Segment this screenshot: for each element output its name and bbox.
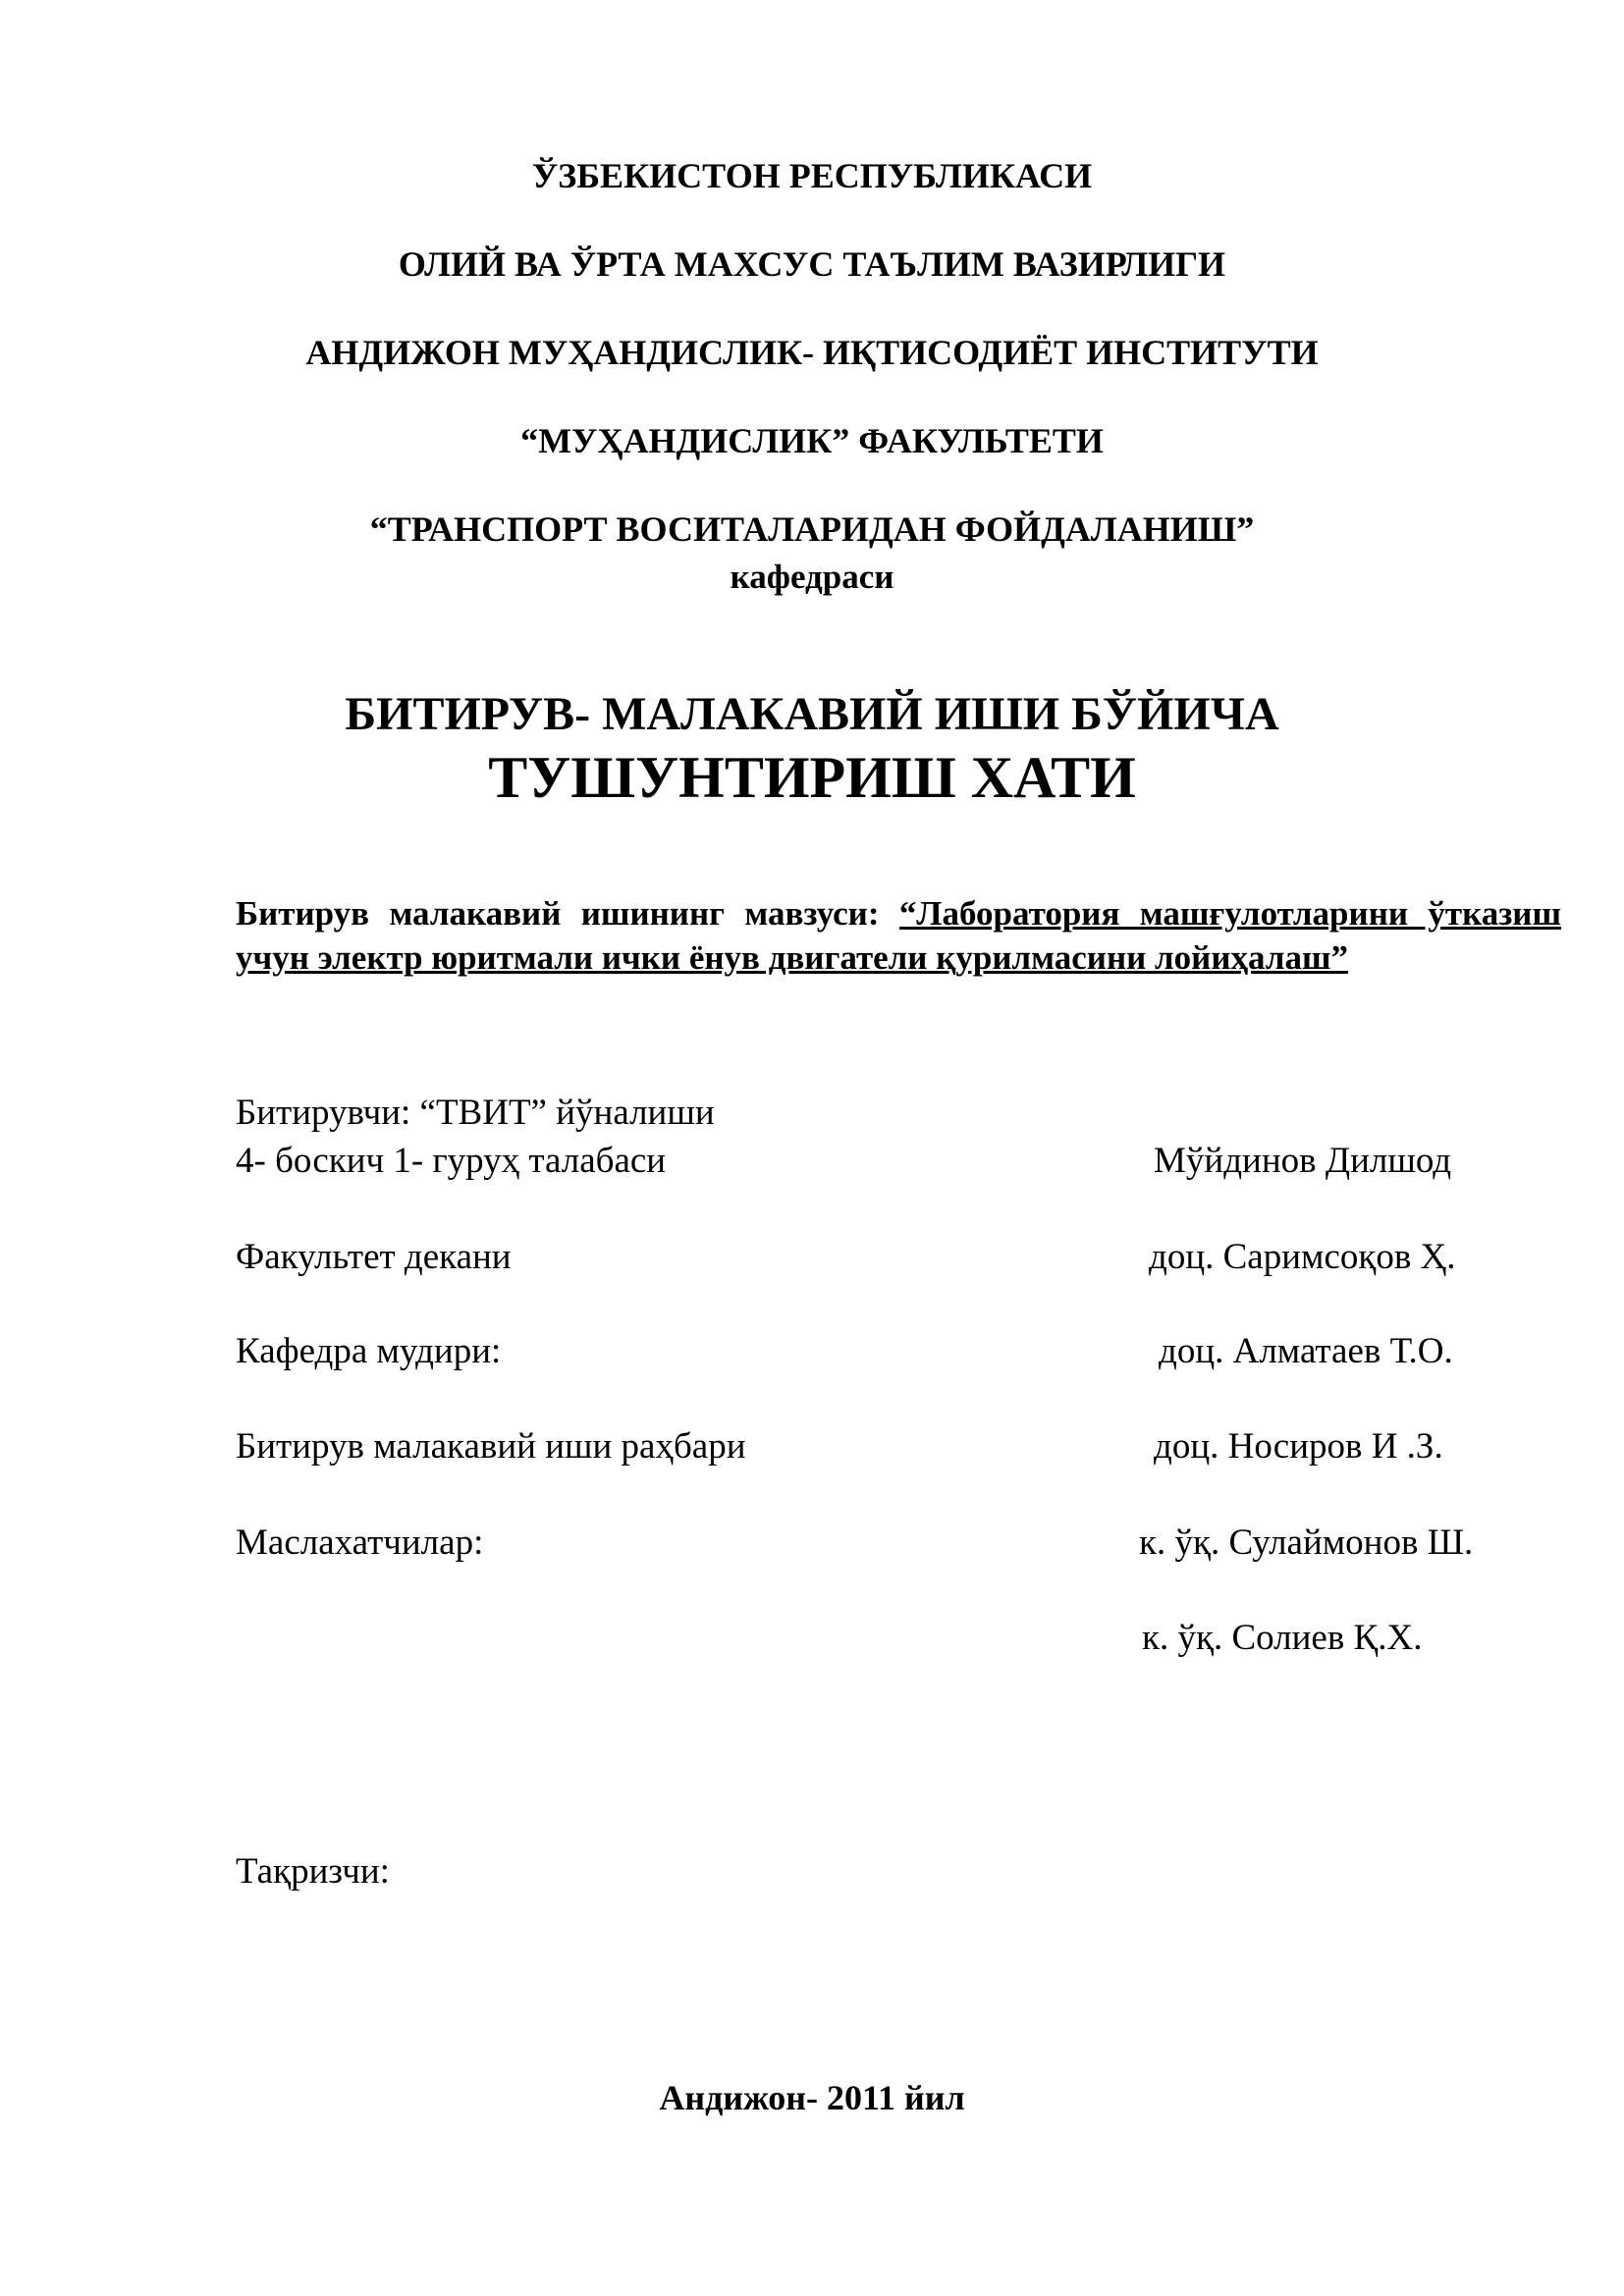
dean-name: доц. Саримсоқов Ҳ.	[1149, 1237, 1456, 1277]
student-name: Мўйдинов Дилшод	[1154, 1141, 1452, 1181]
department-heading: “ТРАНСПОРТ ВОСИТАЛАРИДАН ФОЙДАЛАНИШ”	[369, 509, 1255, 549]
supervisor-name: доц. Носиров И .З.	[1154, 1426, 1443, 1467]
department-suffix: кафедраси	[730, 558, 894, 596]
document-title-line2: ТУШУНТИРИШ ХАТИ	[488, 745, 1136, 810]
consultant-name-2: к. ўқ. Солиев Қ.Х.	[1142, 1618, 1423, 1658]
student-label-line1: Битирувчи: “ТВИТ” йўналиши	[236, 1093, 715, 1133]
consultants-label: Маслахатчилар:	[236, 1522, 484, 1563]
consultant-name-1: к. ўқ. Сулаймонов Ш.	[1139, 1522, 1474, 1563]
document-title-line1: БИТИРУВ- МАЛАКАВИЙ ИШИ БЎЙИЧА	[345, 688, 1279, 740]
faculty-heading: “МУҲАНДИСЛИК” ФАКУЛЬТЕТИ	[520, 421, 1104, 460]
reviewer-label: Тақризчи:	[236, 1851, 390, 1892]
head-name: доц. Алматаев Т.О.	[1159, 1331, 1453, 1371]
country-heading: ЎЗБЕКИСТОН РЕСПУБЛИКАСИ	[531, 156, 1093, 195]
thesis-topic-label: Битирув малакавий ишининг мавзуси:	[236, 894, 880, 933]
supervisor-label: Битирув малакавий иши раҳбари	[236, 1426, 746, 1467]
student-label-line2: 4- боскич 1- гуруҳ талабаси	[236, 1141, 667, 1181]
head-label: Кафедра мудири:	[236, 1331, 502, 1371]
thesis-topic	[236, 891, 1561, 980]
institute-heading: АНДИЖОН МУҲАНДИСЛИК- ИҚТИСОДИЁТ ИНСТИТУТИ	[305, 333, 1319, 372]
ministry-heading: ОЛИЙ ВА ЎРТА МАХСУС ТАЪЛИМ ВАЗИРЛИГИ	[398, 244, 1226, 284]
place-and-year: Андижон- 2011 йил	[659, 2078, 965, 2117]
dean-label: Факультет декани	[236, 1237, 512, 1277]
thesis-topic-text: “Лаборатория машғулотларини ўтказиш учун электр юритмали ички ёнув двигатели қурилмасини лойиҳалаш”	[236, 894, 1562, 977]
